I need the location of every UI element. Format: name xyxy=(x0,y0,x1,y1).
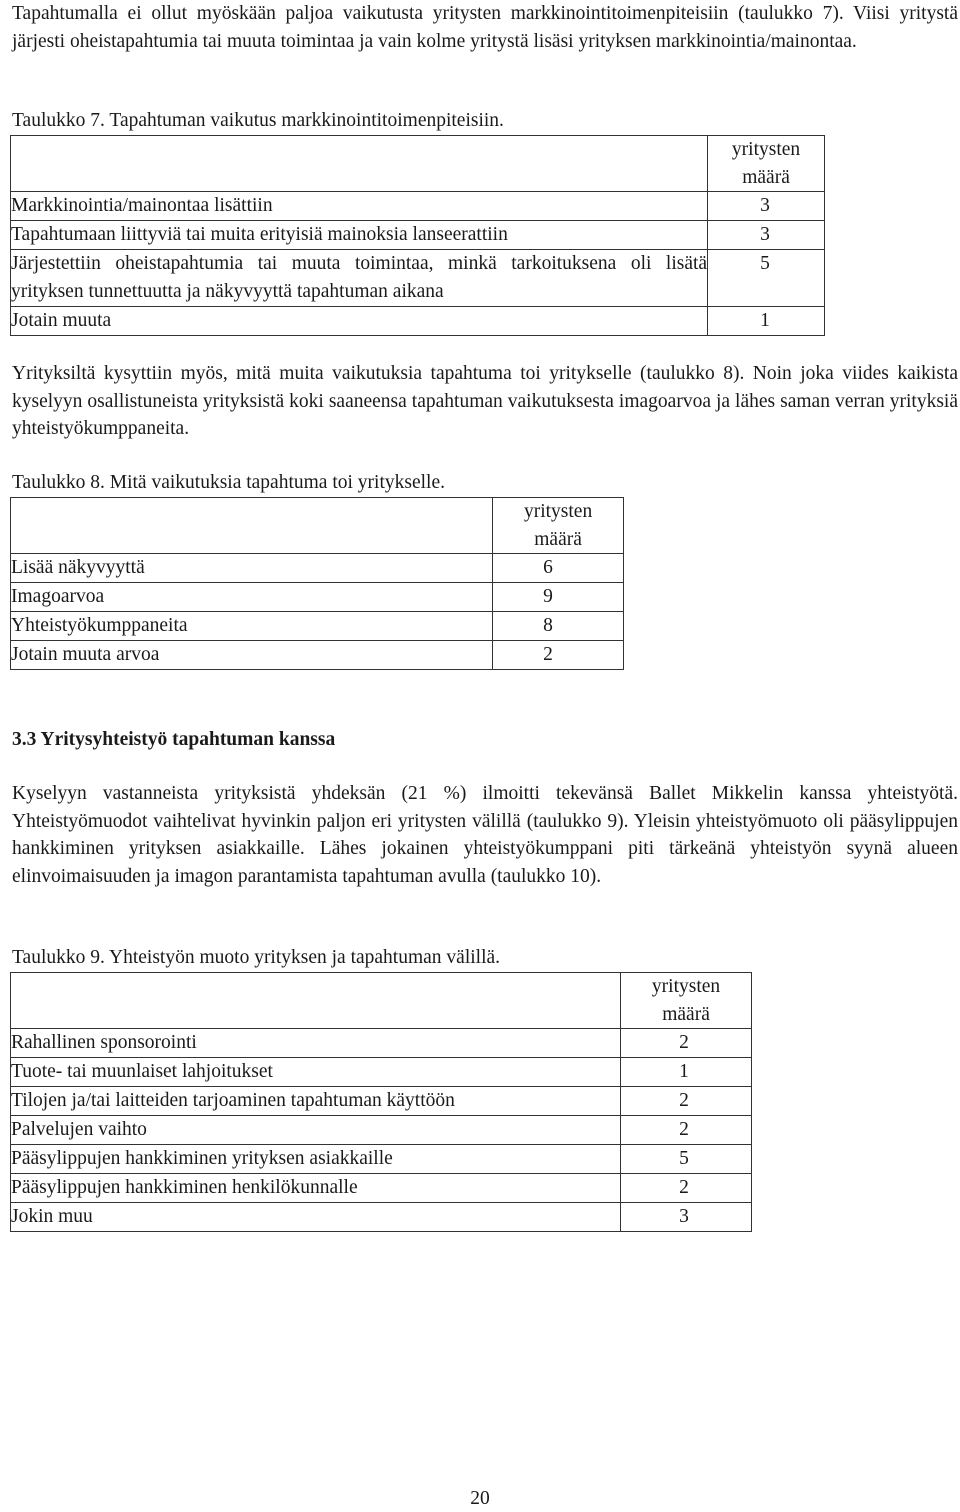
row-value: 5 xyxy=(708,250,825,307)
table7 xyxy=(10,135,825,336)
row-value: 8 xyxy=(493,612,624,641)
row-value: 5 xyxy=(621,1145,752,1174)
row-value: 1 xyxy=(621,1058,752,1087)
row-label: Lisää näkyvyyttä xyxy=(11,554,493,583)
section-heading: 3.3 Yritysyhteistyö tapahtuman kanssa xyxy=(12,729,336,750)
row-label: Jotain muuta xyxy=(11,307,708,336)
row-value: 6 xyxy=(493,554,624,583)
row-label: Järjestettiin oheistapahtumia tai muuta toimintaa, minkä tarkoituksena oli lisätä yrityksen tunnettuutta ja näkyvyyttä tapahtuman aikana xyxy=(11,250,708,307)
table-row xyxy=(11,1029,752,1058)
row-value: 2 xyxy=(621,1116,752,1145)
table7-caption: Taulukko 7. Tapahtuman vaikutus markkinointitoimenpiteisiin. xyxy=(12,110,504,131)
table8 xyxy=(10,497,624,670)
row-label: Markkinointia/mainontaa lisättiin xyxy=(11,192,708,221)
table-row xyxy=(11,1116,752,1145)
row-label: Rahallinen sponsorointi xyxy=(11,1029,621,1058)
row-value: 2 xyxy=(621,1087,752,1116)
table-row xyxy=(11,221,825,250)
table-row xyxy=(11,641,624,670)
table9-header: yritysten määrä xyxy=(621,973,752,1029)
row-value: 2 xyxy=(621,1029,752,1058)
table7-header: yritysten määrä xyxy=(708,136,825,192)
table-row xyxy=(11,1058,752,1087)
table-row xyxy=(11,1145,752,1174)
row-value: 2 xyxy=(621,1174,752,1203)
row-label: Jotain muuta arvoa xyxy=(11,641,493,670)
table-row xyxy=(11,250,825,307)
paragraph-3: Kyselyyn vastanneista yrityksistä yhdeksän (21 %) ilmoitti tekevänsä Ballet Mikkelin kanssa yhteistyötä. Yhteistyömuodot vaihtelivat hyvinkin paljon eri yritysten välillä (taulukko 9). Yleisin yhteistyömuoto oli pääsylippujen hankkiminen yrityksen asiakkaille. Lähes jokainen yhteistyökumppani piti tärkeänä yhteistyön syynä alueen elinvoimaisuuden ja imagon parantamista tapahtuman avulla (taulukko 10). xyxy=(12,783,958,887)
table-row xyxy=(11,192,825,221)
row-label: Palvelujen vaihto xyxy=(11,1116,621,1145)
page-number: 20 xyxy=(470,1488,490,1509)
row-value: 3 xyxy=(621,1203,752,1232)
table-header-row xyxy=(11,136,825,192)
row-label: Jokin muu xyxy=(11,1203,621,1232)
table9-caption: Taulukko 9. Yhteistyön muoto yrityksen ja tapahtuman välillä. xyxy=(12,947,501,968)
row-value: 3 xyxy=(708,192,825,221)
table-row xyxy=(11,1174,752,1203)
table9 xyxy=(10,972,752,1232)
row-value: 2 xyxy=(493,641,624,670)
table-header-row xyxy=(11,498,624,554)
row-value: 9 xyxy=(493,583,624,612)
table-row xyxy=(11,1087,752,1116)
table-row xyxy=(11,1203,752,1232)
row-label: Imagoarvoa xyxy=(11,583,493,612)
table-row xyxy=(11,307,825,336)
row-label: Pääsylippujen hankkiminen yrityksen asiakkaille xyxy=(11,1145,621,1174)
table-row xyxy=(11,612,624,641)
table-header-row xyxy=(11,973,752,1029)
table8-header: yritysten määrä xyxy=(493,498,624,554)
row-label: Yhteistyökumppaneita xyxy=(11,612,493,641)
table-row xyxy=(11,554,624,583)
row-label: Tapahtumaan liittyviä tai muita erityisiä mainoksia lanseerattiin xyxy=(11,221,708,250)
row-label: Tuote- tai muunlaiset lahjoitukset xyxy=(11,1058,621,1087)
paragraph-2: Yrityksiltä kysyttiin myös, mitä muita vaikutuksia tapahtuma toi yritykselle (taulukko 8). Noin joka viides kaikista kyselyyn osallistuneista yrityksistä koki saaneensa tapahtuman vaikutuksesta imagoarvoa ja lähes saman verran yrityksiä yhteistyökumppaneita. xyxy=(12,363,958,439)
table-row xyxy=(11,583,624,612)
intro-paragraph: Tapahtumalla ei ollut myöskään paljoa vaikutusta yritysten markkinointitoimenpiteisiin (taulukko 7). Viisi yritystä järjesti oheistapahtumia tai muuta toimintaa ja vain kolme yritystä lisäsi yrityksen markkinointia/mainontaa. xyxy=(12,3,958,52)
row-value: 1 xyxy=(708,307,825,336)
row-label: Pääsylippujen hankkiminen henkilökunnalle xyxy=(11,1174,621,1203)
row-value: 3 xyxy=(708,221,825,250)
table8-caption: Taulukko 8. Mitä vaikutuksia tapahtuma toi yritykselle. xyxy=(12,472,445,493)
row-label: Tilojen ja/tai laitteiden tarjoaminen tapahtuman käyttöön xyxy=(11,1087,621,1116)
